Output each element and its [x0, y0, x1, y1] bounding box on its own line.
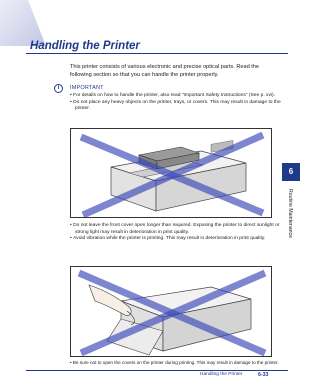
bullet-item: • For details on how to handle the printer, also read "Important Safety Instructions" (See p. xvi).	[70, 93, 281, 100]
important-bullets-middle	[70, 223, 281, 243]
page-title: Handling the Printer	[30, 40, 140, 52]
important-bullets-top	[70, 93, 281, 113]
footer-rule	[26, 370, 288, 371]
bullet-item: • Avoid vibration while the printer is printing. This may result in deterioration in print quality.	[70, 236, 281, 243]
footer-section-title: Handling the Printer	[200, 372, 243, 377]
bullet-item: • Be sure not to open the covers on the printer during printing. This may result in damage to the printer.	[70, 360, 281, 366]
printer-illustration	[71, 129, 272, 218]
page-number: 6-33	[258, 372, 269, 378]
title-rule	[26, 53, 288, 54]
chapter-label: Routine Maintenance	[287, 189, 293, 239]
printer-cover-illustration	[71, 267, 272, 357]
important-bullets-bottom	[70, 360, 281, 366]
figure-heavy-objects	[70, 128, 272, 218]
important-label: IMPORTANT	[70, 85, 104, 91]
figure-open-covers	[70, 266, 272, 357]
important-icon: i	[54, 84, 63, 93]
bullet-item: • Do not leave the front cover open longer than required. Exposing the printer to direct sunlight or strong light may result in deterioration in print quality.	[70, 223, 281, 236]
chapter-tab: 6	[282, 163, 300, 181]
intro-paragraph: This printer consists of various electronic and precise optical parts. Read the following section so that you can handle the printer properly.	[70, 64, 260, 78]
bullet-item: • Do not place any heavy objects on the printer, trays, or covers. This may result in damage to the printer.	[70, 100, 281, 113]
